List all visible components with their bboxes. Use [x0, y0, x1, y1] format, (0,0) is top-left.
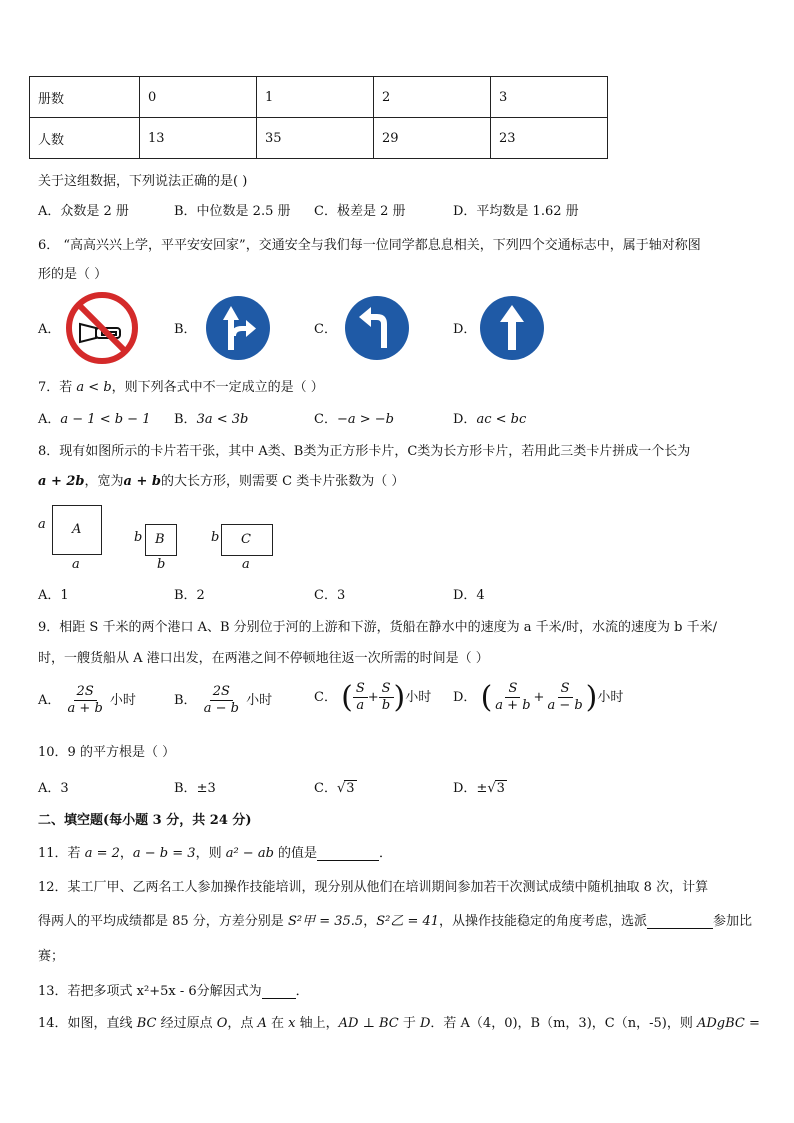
table-cell: 23 — [491, 118, 608, 159]
q14-t4: 轴上， — [295, 1016, 339, 1031]
q10-option-b — [174, 777, 216, 796]
option-math: ac < bc — [476, 412, 527, 427]
plus-sign: + — [367, 690, 379, 705]
q13-stem — [38, 980, 309, 999]
table-cell: 29 — [374, 118, 491, 159]
table-cell: 35 — [257, 118, 374, 159]
numerator: 2S — [74, 684, 97, 701]
card-b-name: B — [155, 532, 165, 547]
q8-option-d: D．4 — [453, 588, 485, 603]
q8-stem-line1: 8．现有如图所示的卡片若干张，其中 A类、B类为正方形卡片，C类为长方形卡片，若用此三类卡片拼成一个长为 — [38, 444, 691, 459]
card-a-side-label: a — [38, 517, 46, 532]
q5-option-d: D．平均数是 1.62 册 — [453, 204, 579, 219]
table-cell: 3 — [491, 77, 608, 118]
straight-or-right-turn-sign-icon — [204, 294, 272, 362]
denominator: a + b — [67, 701, 103, 716]
no-honking-sign-icon — [66, 292, 138, 364]
numerator: 2S — [210, 684, 233, 701]
q6-stem-line1: 6． “高高兴兴上学，平平安安回家”，交通安全与我们每一位同学都息息相关，下列四个交通标志中，属于轴对称图 — [38, 238, 701, 253]
q7-option-c — [314, 408, 394, 427]
q8-option-c: C．3 — [314, 588, 346, 603]
q14-t1: 经过原点 — [156, 1016, 217, 1031]
q12-post: ，从操作技能稳定的角度考虑，选派 — [439, 914, 648, 929]
section-heading: 二、填空题(每小题 3 分，共 24 分) — [38, 813, 252, 828]
q14-a: A — [257, 1016, 267, 1031]
q7-option-b — [174, 408, 248, 427]
q11-end: ． — [379, 846, 393, 861]
option-label: A． — [38, 412, 61, 427]
q14-t0: 14．如图，直线 — [38, 1016, 137, 1031]
radical-sign: √ — [336, 781, 346, 796]
q12-sep: ， — [363, 914, 377, 929]
q12-end: 参加比 — [713, 914, 753, 929]
q6-label-b: B． — [174, 322, 197, 337]
card-a — [52, 505, 102, 555]
q10-option-a — [38, 777, 69, 796]
q14-stem — [38, 1012, 760, 1031]
q9-stem-line1: 9．相距 S 千米的两个港口 A、B 分别位于河的上游和下游，货船在静水中的速度为 a 千米/时，水流的速度为 b 千米/ — [38, 620, 718, 635]
left-paren: ( — [341, 680, 353, 715]
unit-label: 小时 — [109, 693, 136, 708]
q9-stem-line2: 时，一艘货船从 A 港口出发，在两港之间不停顿地往返一次所需的时间是（ ） — [38, 651, 489, 666]
q14-o: O — [216, 1016, 228, 1031]
radical-sign: ±√ — [476, 781, 496, 796]
option-label: B． — [174, 781, 197, 796]
q7-stem-math: a < b — [76, 380, 112, 395]
q5-option-b: B．中位数是 2.5 册 — [174, 204, 291, 219]
left-paren: ( — [480, 680, 493, 715]
q9-option-b — [174, 684, 272, 717]
q11-pre: 11．若 — [38, 846, 85, 861]
q7-option-d — [453, 408, 526, 427]
fraction — [353, 681, 368, 714]
table-cell: 0 — [140, 77, 257, 118]
q6-label-a: A． — [38, 322, 61, 337]
option-math: −a > −b — [336, 412, 394, 427]
numerator: S — [379, 681, 394, 698]
q14-t6: ．若 A（4，0)，B（m，3)，C（n，-5)，则 — [430, 1016, 697, 1031]
option-label: A． — [38, 693, 61, 708]
denominator: a − b — [547, 698, 583, 713]
unit-label: 小时 — [246, 693, 273, 708]
q11-mid: ，则 — [195, 846, 226, 861]
q11-stem — [38, 842, 392, 861]
answer-blank[interactable] — [647, 914, 713, 929]
q14-t5: 于 — [398, 1016, 420, 1031]
table-cell: 册数 — [30, 77, 140, 118]
option-value: 3 — [60, 781, 69, 796]
q14-bc: BC — [136, 1016, 157, 1031]
q11-post: 的值是 — [273, 846, 318, 861]
fraction — [65, 684, 106, 717]
q14-t2: ，点 — [227, 1016, 258, 1031]
q11-sep: ， — [119, 846, 133, 861]
option-label: B． — [174, 693, 197, 708]
q10-option-c — [314, 777, 357, 796]
q14-d: D — [419, 1016, 431, 1031]
option-label: A． — [38, 781, 61, 796]
straight-ahead-sign-icon — [478, 294, 546, 362]
option-label: D． — [453, 690, 477, 705]
q8-length-math: a + 2b — [38, 474, 85, 489]
unit-label: 小时 — [597, 690, 624, 705]
q13-pre: 13．若把多项式 x²+5x - 6分解因式为 — [38, 984, 262, 999]
card-b-bottom-label: b — [157, 557, 166, 572]
q12-stem-line1: 12．某工厂甲、乙两名工人参加操作技能培训，现分别从他们在培训期间参加若干次测试成绩中随机抽取 8 次，计算 — [38, 880, 709, 895]
card-c-side-label: b — [211, 530, 220, 545]
radicand: 3 — [496, 781, 505, 796]
q8-option-b: B．2 — [174, 588, 205, 603]
q12-stem-line2 — [38, 910, 752, 929]
q5-option-c: C．极差是 2 册 — [314, 204, 406, 219]
q6-stem-line2: 形的是（ ） — [38, 267, 108, 282]
q9-option-d — [453, 680, 623, 715]
q8-stem-post: 的大长方形，则需要 C 类卡片张数为（ ） — [161, 474, 405, 489]
fraction — [379, 681, 394, 714]
q10-stem: 10．9 的平方根是（ ） — [38, 745, 176, 760]
denominator: b — [381, 698, 391, 713]
table-row — [30, 118, 608, 159]
denominator: a − b — [203, 701, 239, 716]
q6-label-d: D． — [453, 322, 477, 337]
q11-math-3: a² − ab — [225, 846, 274, 861]
plus-sign: + — [533, 690, 545, 705]
q8-stem-line2 — [38, 470, 404, 489]
q8-stem-mid: ，宽为 — [84, 474, 124, 489]
q5-option-a: A．众数是 2 册 — [38, 204, 129, 219]
table-cell: 1 — [257, 77, 374, 118]
right-paren: ) — [393, 680, 406, 715]
denominator: a + b — [495, 698, 531, 713]
table-cell: 2 — [374, 77, 491, 118]
option-label: D． — [453, 781, 477, 796]
card-c-bottom-label: a — [242, 557, 250, 572]
numerator: S — [353, 681, 368, 698]
card-c — [221, 524, 273, 556]
q9-option-c — [314, 680, 431, 715]
numerator: S — [505, 681, 520, 698]
option-math: a − 1 < b − 1 — [60, 412, 151, 427]
variance-b: S²乙 = 41 — [376, 914, 440, 929]
q10-option-d — [453, 777, 507, 796]
option-math: 3a < 3b — [196, 412, 249, 427]
option-label: B． — [174, 412, 197, 427]
q7-stem-post: ，则下列各式中不一定成立的是（ ） — [111, 380, 324, 395]
q14-m2: ADgBC = — [696, 1016, 760, 1031]
q11-math-2: a − b = 3 — [132, 846, 196, 861]
q9-option-a — [38, 684, 136, 717]
q8-width-math: a + b — [123, 474, 161, 489]
unit-label: 小时 — [405, 690, 432, 705]
card-b — [145, 524, 177, 556]
fraction — [201, 684, 242, 717]
option-value: ±3 — [196, 781, 216, 796]
table-cell: 人数 — [30, 118, 140, 159]
q14-m1: AD ⊥ BC — [338, 1016, 399, 1031]
q14-t3: 在 — [266, 1016, 289, 1031]
left-turn-sign-icon — [343, 294, 411, 362]
table-row — [30, 77, 608, 118]
q8-option-a: A．1 — [38, 588, 69, 603]
table-cell: 13 — [140, 118, 257, 159]
card-a-name: A — [72, 522, 82, 537]
q13-end: ． — [295, 984, 309, 999]
q7-option-a — [38, 408, 150, 427]
q11-math-1: a = 2 — [84, 846, 120, 861]
card-b-side-label: b — [134, 530, 143, 545]
q7-stem-pre: 7．若 — [38, 380, 77, 395]
option-label: C． — [314, 690, 337, 705]
option-label: C． — [314, 781, 337, 796]
card-a-bottom-label: a — [72, 557, 80, 572]
option-label: C． — [314, 412, 337, 427]
denominator: a — [356, 698, 365, 713]
card-c-name: C — [241, 532, 251, 547]
right-paren: ) — [585, 680, 598, 715]
book-count-table — [29, 76, 608, 159]
fraction — [492, 681, 533, 714]
q6-label-c: C． — [314, 322, 337, 337]
q12-stem-line3: 赛； — [38, 949, 65, 964]
numerator: S — [558, 681, 573, 698]
q12-pre: 得两人的平均成绩都是 85 分，方差分别是 — [38, 914, 288, 929]
fraction — [544, 681, 585, 714]
q14-x: x — [288, 1016, 296, 1031]
option-label: D． — [453, 412, 477, 427]
q7-stem — [38, 376, 324, 395]
radicand: 3 — [346, 781, 355, 796]
variance-a: S²甲 = 35.5 — [287, 914, 364, 929]
q5-stem: 关于这组数据，下列说法正确的是( ) — [38, 174, 248, 189]
answer-blank[interactable] — [262, 984, 296, 999]
answer-blank[interactable] — [317, 846, 379, 861]
